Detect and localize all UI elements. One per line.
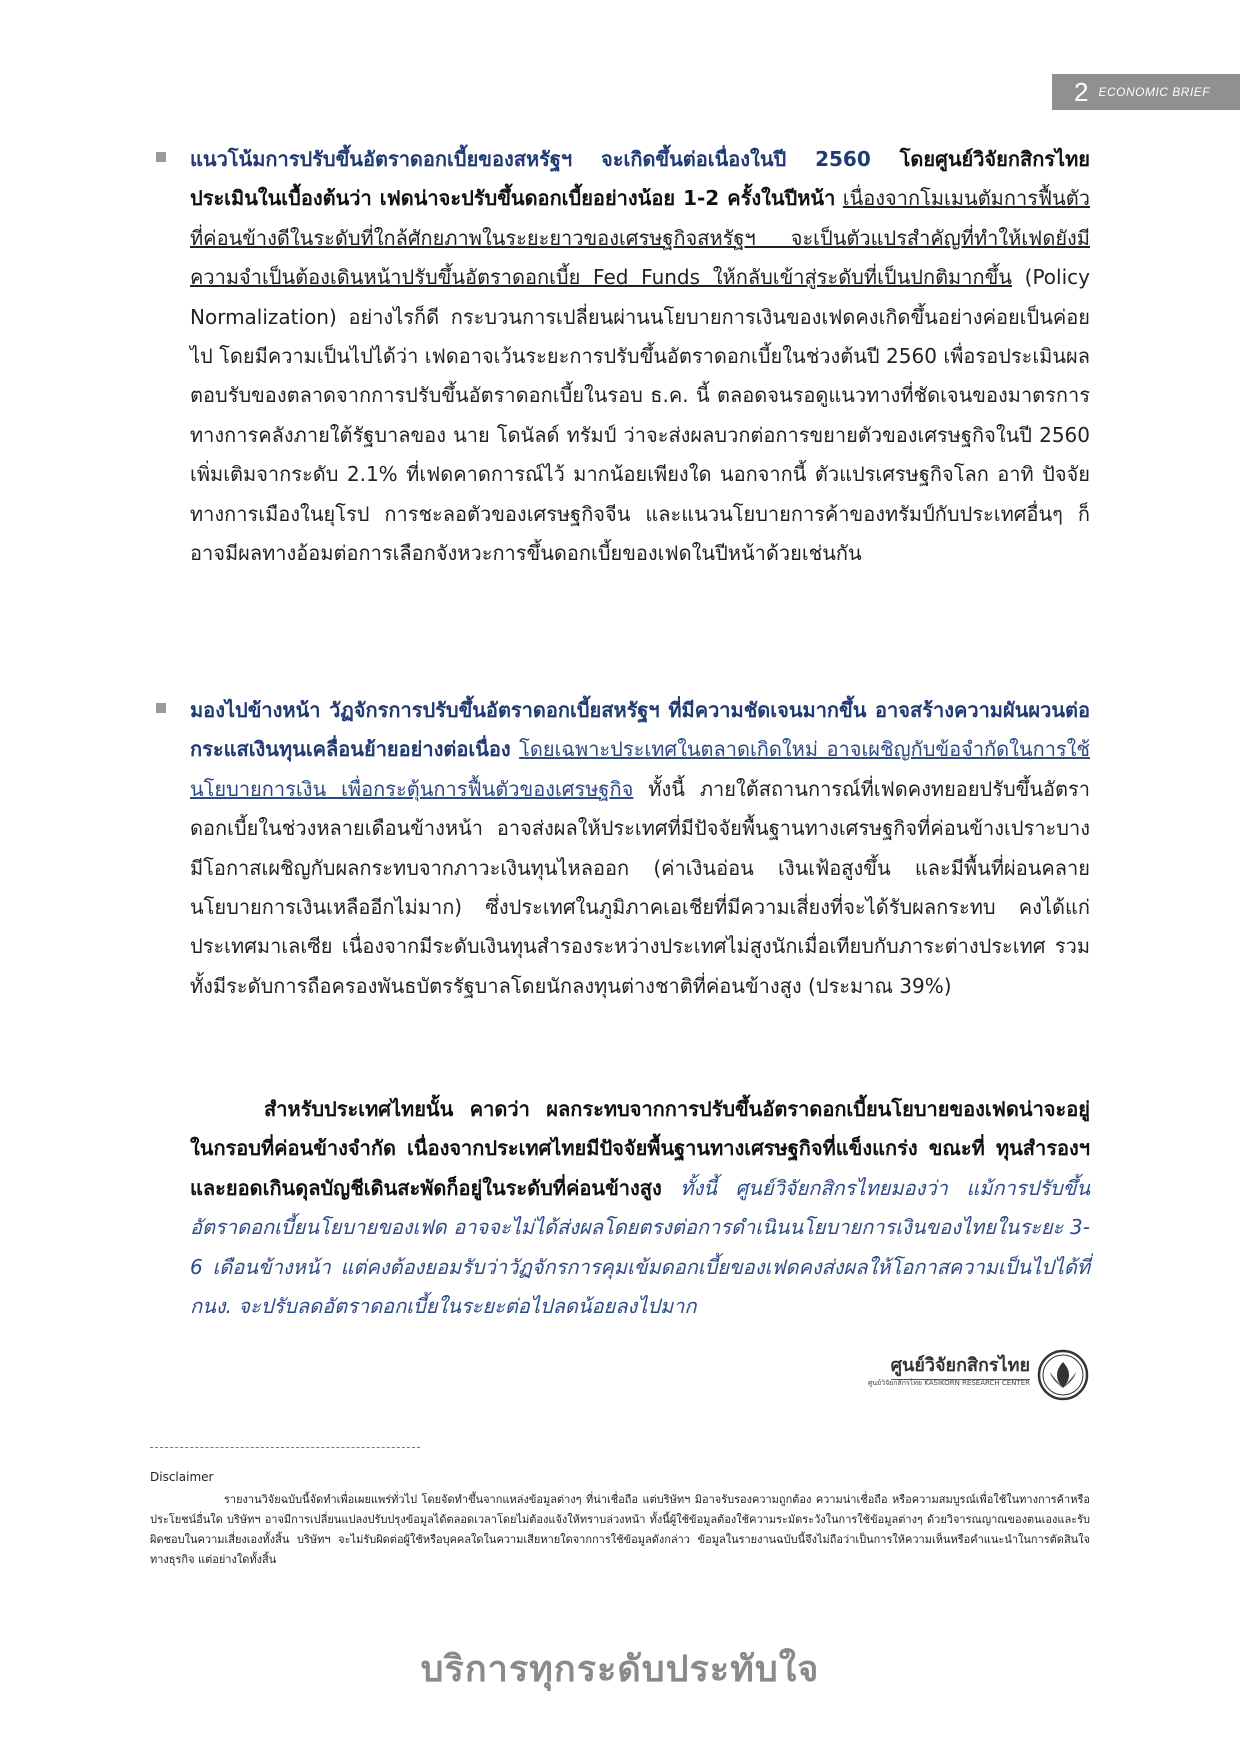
logo-sub: ศูนย์วิจัยกสิกรไทย KASIKORN RESEARCH CENTER xyxy=(867,1379,1030,1387)
disclaimer-title: Disclaimer xyxy=(150,1470,214,1484)
footer-slogan: บริการทุกระดับประทับใจ xyxy=(420,1649,820,1690)
logo-name: ศูนย์วิจัยกสิกรไทย xyxy=(891,1350,1030,1380)
page-number: 2 xyxy=(1074,76,1089,107)
p1-underlined: เนื่องจากโมเมนตัมการฟื้นตัวที่ค่อนข้างดีในระดับที่ใกล้ศักยภาพในระยะยาวของเศรษฐกิจสหรัฐฯ จะเป็นตัวแปรสำคัญที่ทำให้เฟดยังมีความจำเป็นต้องเดินหน้าปรับขึ้นอัตราดอกเบี้ย Fed Funds ให้กลับเข้าสู่ระดับที่เป็นปกติมากขึ้น xyxy=(190,186,1090,290)
bullet-icon xyxy=(156,703,166,713)
p1-lead-dark: โดยศูนย์วิจัยกสิกรไทย ประเมินในเบื้องต้นว่า เฟดน่าจะปรับขึ้นดอกเบี้ยอย่างน้อย 1-2 ครั้งในปีหน้า xyxy=(190,147,1091,211)
p3-italic-blue: ทั้งนี้ ศูนย์วิจัยกสิกรไทยมองว่า แม้การปรับขึ้นอัตราดอกเบี้ยนโยบายของเฟด อาจจะไม่ได้ส่งผลโดยตรงต่อการดำเนินนโยบายการเงินของไทยในระยะ 3-6 เดือนข้างหน้า แต่คงต้องยอมรับว่าวัฏจักรการคุมเข้มดอกเบี้ยของเฟดคงส่งผลให้โอกาสความเป็นไปได้ที่ กนง. จะปรับลดอัตราดอกเบี้ยในระยะต่อไปลดน้อยลงไปมาก xyxy=(190,1175,1090,1319)
footnote-divider xyxy=(150,1447,420,1448)
paragraph-1 xyxy=(190,140,1090,573)
disclaimer-body: รายงานวิจัยฉบับนี้จัดทำเพื่อเผยแพร่ทั่วไป โดยจัดทำขึ้นจากแหล่งข้อมูลต่างๆ ที่น่าเชื่อถือ แต่บริษัทฯ มิอาจรับรองความถูกต้อง ความน่าเชื่อถือ หรือความสมบูรณ์เพื่อใช้ในทางการค้าหรือประโยชน์อื่นใด บริษัทฯ อาจมีการเปลี่ยนแปลงปรับปรุงข้อมูลได้ตลอดเวลาโดยไม่ต้องแจ้งให้ทราบล่วงหน้า ทั้งนี้ผู้ใช้ข้อมูลต้องใช้ความระมัดระวังในการใช้ข้อมูลต่างๆ ด้วยวิจารณญาณของตนเองและรับผิดชอบในความเสี่ยงเองทั้งสิ้น บริษัทฯ จะไม่รับผิดต่อผู้ใช้หรือบุคคลใดในความเสียหายใดจากการใช้ข้อมูลดังกล่าว ข้อมูลในรายงานฉบับนี้จึงไม่ถือว่าเป็นการให้ความเห็นหรือคำแนะนำในการตัดสินใจทางธุรกิจ แต่อย่างใดทั้งสิ้น xyxy=(150,1493,1090,1566)
p1-lead-blue: แนวโน้มการปรับขึ้นอัตราดอกเบี้ยของสหรัฐฯ จะเกิดขึ้นต่อเนื่องในปี 2560 xyxy=(190,147,871,171)
p1-body: (Policy Normalization) อย่างไรก็ดี กระบวนการเปลี่ยนผ่านนโยบายการเงินของเฟดคงเกิดขึ้นอย่างค่อยเป็นค่อยไป โดยมีความเป็นไปได้ว่า เฟดอาจเว้นระยะการปรับขึ้นอัตราดอกเบี้ยในช่วงต้นปี 2560 เพื่อรอประเมินผลตอบรับของตลาดจากการปรับขึ้นอัตราดอกเบี้ยในรอบ ธ.ค. นี้ ตลอดจนรอดูแนวทางที่ชัดเจนของมาตรการทางการคลังภายใต้รัฐบาลของ นาย โดนัลด์ ทรัมป์ ว่าจะส่งผลบวกต่อการขยายตัวของเศรษฐกิจในปี 2560 เพิ่มเติมจากระดับ 2.1% ที่เฟดคาดการณ์ไว้ มากน้อยเพียงใด นอกจากนี้ ตัวแปรเศรษฐกิจโลก อาทิ ปัจจัยทางการเมืองในยุโรป การชะลอตัวของเศรษฐกิจจีน และแนวนโยบายการค้าของทรัมป์กับประเทศอื่นๆ ก็อาจมีผลทางอ้อมต่อการเลือกจังหวะการขึ้นดอกเบี้ยของเฟดในปีหน้าด้วยเช่นกัน xyxy=(190,265,1090,566)
paragraph-3 xyxy=(190,1090,1090,1326)
p2-lead-blue: มองไปข้างหน้า วัฏจักรการปรับขึ้นอัตราดอกเบี้ยสหรัฐฯ ที่มีความชัดเจนมากขึ้น อาจสร้างความผันผวนต่อกระแสเงินทุนเคลื่อนย้ายอย่างต่อเนื่อง xyxy=(190,698,1090,762)
bullet-icon xyxy=(156,152,166,162)
p3-lead-dark: สำหรับประเทศไทยนั้น คาดว่า ผลกระทบจากการปรับขึ้นอัตราดอกเบี้ยนโยบายของเฟดน่าจะอยู่ในกรอบที่ค่อนข้างจำกัด เนื่องจากประเทศไทยมีปัจจัยพื้นฐานทางเศรษฐกิจที่แข็งแกร่ง ขณะที่ ทุนสำรองฯ และยอดเกินดุลบัญชีเดินสะพัดก็อยู่ในระดับที่ค่อนข้างสูง xyxy=(190,1097,1090,1200)
p2-underlined: โดยเฉพาะประเทศในตลาดเกิดใหม่ อาจเผชิญกับข้อจำกัดในการใช้นโยบายการเงิน เพื่อกระตุ้นการฟื้นตัวของเศรษฐกิจ xyxy=(190,737,1091,801)
paragraph-2 xyxy=(190,691,1090,1006)
kasikorn-logo xyxy=(867,1348,1090,1404)
header-label: ECONOMIC BRIEF xyxy=(1098,85,1211,99)
kasikorn-emblem-icon xyxy=(1036,1348,1090,1402)
header-tab xyxy=(1052,74,1240,110)
p2-body: ทั้งนี้ ภายใต้สถานการณ์ที่เฟดคงทยอยปรับขึ้นอัตราดอกเบี้ยในช่วงหลายเดือนข้างหน้า อาจส่งผลให้ประเทศที่มีปัจจัยพื้นฐานทางเศรษฐกิจที่ค่อนข้างเปราะบาง มีโอกาสเผชิญกับผลกระทบจากภาวะเงินทุนไหลออก (ค่าเงินอ่อน เงินเฟ้อสูงขึ้น และมีพื้นที่ผ่อนคลายนโยบายการเงินเหลืออีกไม่มาก) ซึ่งประเทศในภูมิภาคเอเชียที่มีความเสี่ยงที่จะได้รับผลกระทบ คงได้แก่ ประเทศมาเลเซีย เนื่องจากมีระดับเงินทุนสำรองระหว่างประเทศไม่สูงนักเมื่อเทียบกับภาระต่างประเทศ รวมทั้งมีระดับการถือครองพันธบัตรรัฐบาลโดยนักลงทุนต่างชาติที่ค่อนข้างสูง (ประมาณ 39%) xyxy=(190,776,1090,998)
disclaimer-text xyxy=(150,1490,1090,1570)
